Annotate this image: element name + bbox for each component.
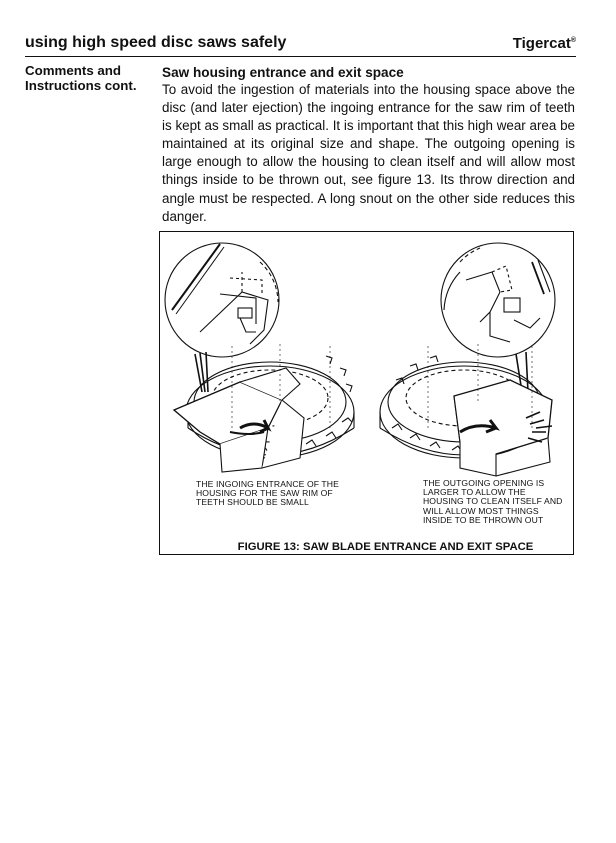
section-body: To avoid the ingestion of materials into the housing space above the disc (and later ejection) the ingoing entrance for the saw rim of teeth is kept as small as practical. It is important that this high wear area be maintained at its original size and shape. The outgoing opening is large enough to allow the housing to clean itself and will allow most things inside to be thrown out, see figure 13. Its throw direction and angle must be respected. A long snout on the other side reduces this danger. — [162, 82, 575, 224]
side-label-line-1: Comments and — [25, 63, 122, 78]
side-label-line-2: Instructions cont. — [25, 77, 137, 93]
section-heading: Saw housing entrance and exit space — [162, 65, 404, 80]
figure-13 — [159, 231, 574, 555]
section-side-label — [25, 64, 155, 93]
right-saw-housing-drawing — [380, 243, 555, 476]
registered-mark: ® — [570, 37, 576, 44]
left-saw-housing-drawing — [165, 243, 354, 472]
page-title: using high speed disc saws safely — [25, 34, 287, 51]
brand-logo — [513, 35, 576, 52]
figure-caption: FIGURE 13: SAW BLADE ENTRANCE AND EXIT SPACE — [237, 541, 534, 553]
ingoing-entrance-note: THE INGOING ENTRANCE OF THE HOUSING FOR THE SAW RIM OF TEETH SHOULD BE SMALL — [196, 479, 339, 508]
brand-name: Tigercat — [512, 35, 571, 52]
outgoing-opening-note: THE OUTGOING OPENING IS LARGER TO ALLOW THE HOUSING TO CLEAN ITSELF AND WILL ALLOW MOST THINGS INSIDE TO BE THROWN OUT — [423, 478, 563, 525]
page-header — [25, 34, 576, 57]
